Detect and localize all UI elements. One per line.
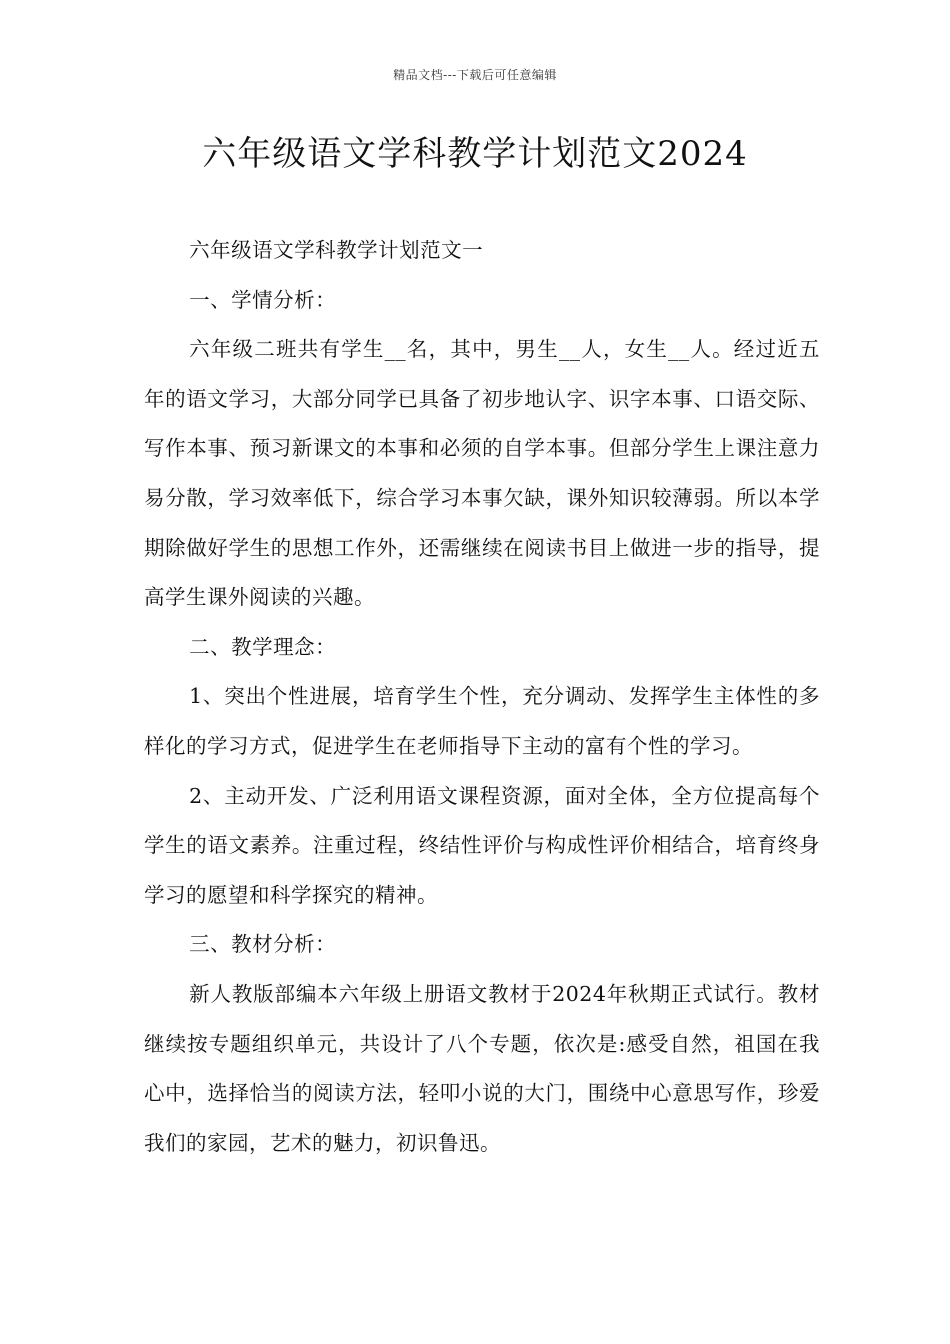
document-body xyxy=(144,226,820,1168)
section-heading-1: 一、学情分析： xyxy=(189,287,337,312)
header-note: 精品文档---下载后可任意编辑 xyxy=(393,68,557,82)
body-paragraph: 1、突出个性进展，培育学生个性，充分调动、发挥学生主体性的多样化的学习方式，促进学生在老师指导下主动的富有个性的学习。 xyxy=(144,684,820,758)
document-title: 六年级语文学科教学计划范文2024 xyxy=(202,134,748,174)
body-paragraph: 新人教版部编本六年级上册语文教材于2024年秋期正式试行。教材继续按专题组织单元，共设计了八个专题，依次是:感受自然，祖国在我心中，选择恰当的阅读方法，轻叩小说的大门，围绕中心意思写作，珍爱我们的家园，艺术的魅力，初识鲁迅。 xyxy=(144,981,820,1155)
section-heading-2: 二、教学理念： xyxy=(189,634,337,659)
body-paragraph: 六年级二班共有学生__名，其中，男生__人，女生__人。经过近五年的语文学习，大部分同学已具备了初步地认字、识字本事、口语交际、写作本事、预习新课文的本事和必须的自学本事。但部分学生上课注意力易分散，学习效率低下，综合学习本事欠缺，课外知识较薄弱。所以本学期除做好学生的思想工作外，还需继续在阅读书目上做进一步的指导，提高学生课外阅读的兴趣。 xyxy=(144,337,820,610)
section-heading-3: 三、教材分析： xyxy=(189,932,337,957)
subtitle-paragraph: 六年级语文学科教学计划范文一 xyxy=(189,238,484,262)
body-paragraph: 2、主动开发、广泛利用语文课程资源，面对全体，全方位提高每个学生的语文素养。注重过程，终结性评价与构成性评价相结合，培育终身学习的愿望和科学探究的精神。 xyxy=(144,783,820,907)
